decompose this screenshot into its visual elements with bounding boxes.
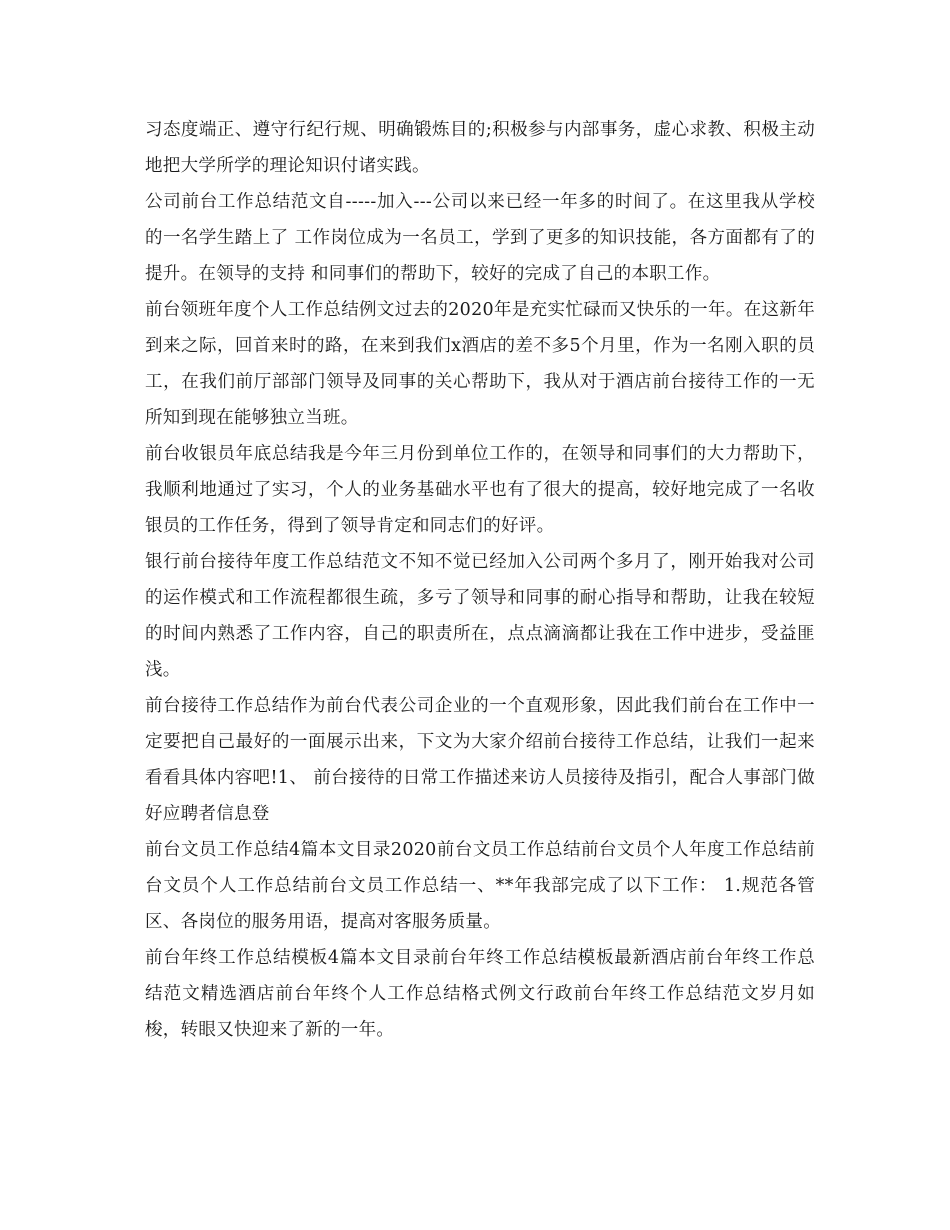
document-body [145,112,815,1048]
paragraph-year-end-template: 前台年终工作总结模板4篇本文目录前台年终工作总结模板最新酒店前台年终工作总结范文精选酒店前台年终个人工作总结格式例文行政前台年终工作总结范文岁月如梭，转眼又快迎来了新的一年。 [145,948,815,1040]
paragraph-front-desk-supervisor-summary: 前台领班年度个人工作总结例文过去的2020年是充实忙碌而又快乐的一年。在这新年到来之际，回首来时的路，在来到我们x酒店的差不多5个月里，作为一名刚入职的员工，在我们前厅部部门领导及同事的关心帮助下，我从对于酒店前台接待工作的一无所知到现在能够独立当班。 [145,300,815,428]
paragraph-cashier-summary: 前台收银员年底总结我是今年三月份到单位工作的，在领导和同事们的大力帮助下，我顺利地通过了实习，个人的业务基础水平也有了很大的提高，较好地完成了一名收银员的工作任务，得到了领导肯定和同志们的好评。 [145,444,815,536]
paragraph-front-desk-clerk-summary: 前台文员工作总结4篇本文目录2020前台文员工作总结前台文员个人年度工作总结前台文员个人工作总结前台文员工作总结一、**年我部完成了以下工作： 1.规范各管区、各岗位的服务用语，提高对客服务质量。 [145,840,815,932]
paragraph-study-attitude: 习态度端正、遵守行纪行规、明确锻炼目的;积极参与内部事务，虚心求教、积极主动地把大学所学的理论知识付诸实践。 [145,120,815,176]
paragraph-bank-reception-summary: 银行前台接待年度工作总结范文不知不觉已经加入公司两个多月了，刚开始我对公司的运作模式和工作流程都很生疏，多亏了领导和同事的耐心指导和帮助，让我在较短的时间内熟悉了工作内容，自己的职责所在，点点滴滴都让我在工作中进步，受益匪浅。 [145,552,815,680]
paragraph-reception-work-summary: 前台接待工作总结作为前台代表公司企业的一个直观形象，因此我们前台在工作中一定要把自己最好的一面展示出来，下文为大家介绍前台接待工作总结，让我们一起来看看具体内容吧!1、 前台接待的日常工作描述来访人员接待及指引，配合人事部门做好应聘者信息登 [145,696,815,824]
paragraph-company-front-desk-summary: 公司前台工作总结范文自-----加入---公司以来已经一年多的时间了。在这里我从学校的一名学生踏上了 工作岗位成为一名员工，学到了更多的知识技能，各方面都有了的提升。在领导的支持 和同事们的帮助下，较好的完成了自己的本职工作。 [145,192,815,284]
